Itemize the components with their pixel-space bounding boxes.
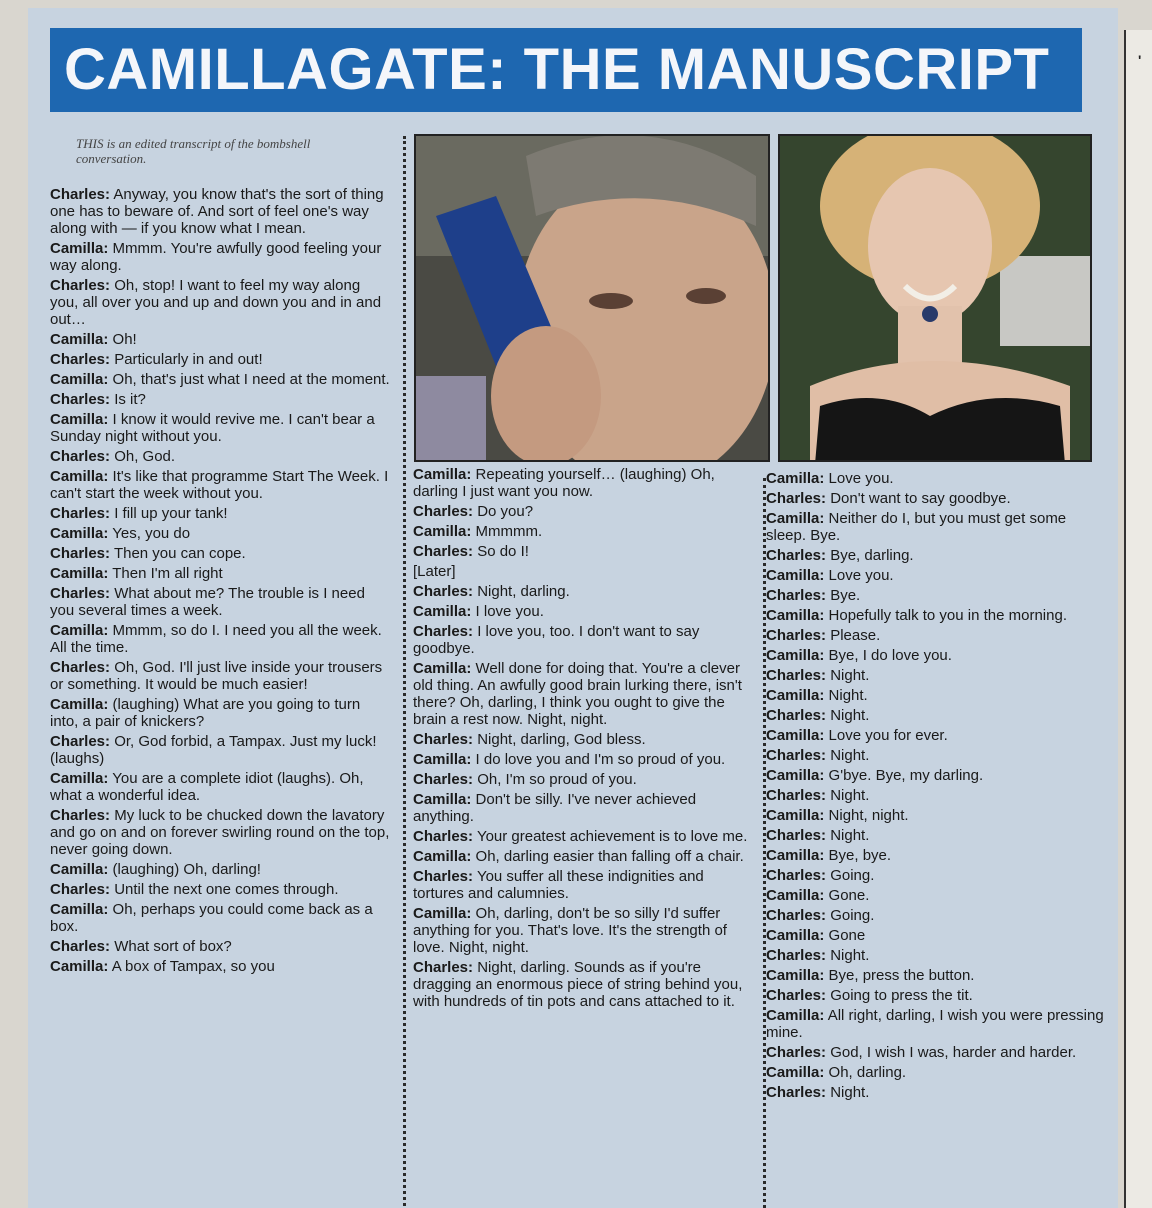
speaker-name: Charles: — [766, 1044, 827, 1061]
transcript-line — [766, 767, 1106, 784]
speaker-name: Camilla: — [413, 905, 472, 922]
speaker-name: Camilla: — [766, 687, 825, 704]
transcript-line — [766, 1044, 1106, 1061]
speech-text: Neither do I, but you must get some sleep. Bye. — [766, 510, 1067, 544]
transcript-line — [413, 563, 753, 580]
transcript-line — [766, 807, 1106, 824]
speaker-name: Camilla: — [50, 901, 109, 918]
speech-text: All right, darling, I wish you were pressing mine. — [766, 1007, 1104, 1041]
speaker-name: Charles: — [766, 787, 827, 804]
speech-text: Night, darling. — [477, 583, 570, 600]
transcript-line — [766, 927, 1106, 944]
transcript-line — [50, 505, 390, 522]
speech-text: Don't be silly. I've never achieved anything. — [413, 791, 697, 825]
transcript-line — [50, 861, 390, 878]
speech-text: Night. — [830, 827, 870, 844]
speech-text: Mmmm. You're awfully good feeling your way along. — [50, 240, 382, 274]
speaker-name: Charles: — [50, 938, 111, 955]
transcript-line — [50, 277, 390, 328]
transcript-line — [413, 503, 753, 520]
speaker-name: Charles: — [766, 627, 827, 644]
speech-text: Don't want to say goodbye. — [830, 490, 1011, 507]
speech-text: Gone. — [828, 887, 870, 904]
newspaper-page — [28, 8, 1118, 1208]
speaker-name: Camilla: — [50, 371, 109, 388]
speaker-name: Charles: — [413, 959, 474, 976]
speaker-name: Charles: — [50, 351, 111, 368]
speaker-name: Charles: — [766, 987, 827, 1004]
transcript-line — [50, 371, 390, 388]
transcript-line — [413, 660, 753, 728]
transcript-line — [766, 887, 1106, 904]
speaker-name: Camilla: — [766, 887, 825, 904]
transcript-line — [50, 958, 390, 975]
speech-text: Repeating yourself… (laughing) Oh, darling I just want you now. — [413, 466, 715, 500]
transcript-line — [50, 565, 390, 582]
speech-text: Oh, darling, don't be so silly I'd suffer anything for you. That's love. It's the strength of love. Night, night. — [413, 905, 727, 956]
transcript-line — [50, 770, 390, 804]
transcript-line — [766, 627, 1106, 644]
speaker-name: Charles: — [766, 667, 827, 684]
speaker-name: Camilla: — [766, 807, 825, 824]
speaker-name: Camilla: — [50, 240, 109, 257]
speech-text: So do I! — [477, 543, 529, 560]
speaker-name: Charles: — [50, 186, 111, 203]
transcript-line — [50, 938, 390, 955]
column-3-lines — [766, 470, 1106, 1101]
speaker-name: Charles: — [766, 747, 827, 764]
transcript-line — [766, 747, 1106, 764]
transcript-line — [766, 707, 1106, 724]
transcript-line — [413, 731, 753, 748]
transcript-line — [766, 1084, 1106, 1101]
speech-text: Anyway, you know that's the sort of thing one has to beware of. And sort of feel one's way along with — if you know what I mean. — [50, 186, 384, 237]
speaker-name: Camilla: — [766, 510, 825, 527]
transcript-line — [50, 448, 390, 465]
speaker-name: Camilla: — [766, 847, 825, 864]
speech-text: Then I'm all right — [112, 565, 223, 582]
transcript-line — [766, 727, 1106, 744]
speech-text: Then you can cope. — [113, 545, 246, 562]
speaker-name: Charles: — [766, 547, 827, 564]
transcript-line — [766, 907, 1106, 924]
transcript-line — [50, 585, 390, 619]
speaker-name: Camilla: — [413, 751, 472, 768]
transcript-line — [50, 881, 390, 898]
speech-text: Night. — [830, 947, 870, 964]
speaker-name: Charles: — [50, 807, 111, 824]
transcript-line — [766, 827, 1106, 844]
speech-text: Bye, I do love you. — [828, 647, 952, 664]
speaker-name: Camilla: — [50, 525, 109, 542]
speech-text: Mmmm, so do I. I need you all the week. All the time. — [50, 622, 382, 656]
speaker-name: Charles: — [766, 490, 827, 507]
speech-text: Bye, darling. — [830, 547, 914, 564]
speech-text: Oh, darling. — [828, 1064, 907, 1081]
transcript-line — [413, 771, 753, 788]
speech-text: Oh, God. I'll just live inside your trousers or something. It would be much easier! — [50, 659, 383, 693]
speaker-name: Charles: — [50, 733, 111, 750]
transcript-line — [413, 791, 753, 825]
speech-text: Well done for doing that. You're a clever old thing. An awfully good brain lurking there, isn't there? Oh, darling, I think you ought to give the brain a rest now. Night, night. — [413, 660, 742, 728]
speech-text: It's like that programme Start The Week. I can't start the week without you. — [50, 468, 389, 502]
adjacent-page-edge: ' — [1124, 30, 1152, 1208]
speech-text: G'bye. Bye, my darling. — [828, 767, 984, 784]
transcript-line — [766, 587, 1106, 604]
speaker-name: Camilla: — [766, 1064, 825, 1081]
photo-charles-on-phone — [414, 134, 770, 462]
speaker-name: Charles: — [413, 828, 474, 845]
speech-text: Bye, bye. — [828, 847, 892, 864]
speech-text: Particularly in and out! — [114, 351, 263, 368]
speaker-name: Charles: — [413, 731, 474, 748]
speech-text: Oh! — [112, 331, 137, 348]
transcript-line — [766, 687, 1106, 704]
speaker-name: Camilla: — [50, 770, 109, 787]
speech-text: Gone — [828, 927, 866, 944]
speech-text: Oh, that's just what I need at the moment. — [112, 371, 390, 388]
speech-text: Until the next one comes through. — [114, 881, 339, 898]
speaker-name: Charles: — [413, 543, 474, 560]
speaker-name: Camilla: — [50, 411, 109, 428]
speaker-name: Charles: — [413, 771, 474, 788]
speaker-name: Charles: — [50, 545, 111, 562]
speaker-name: Charles: — [50, 277, 111, 294]
speech-text: What sort of box? — [114, 938, 232, 955]
speech-text: Or, God forbid, a Tampax. Just my luck! (laughs) — [50, 733, 377, 767]
speaker-name: Charles: — [50, 585, 111, 602]
transcript-line — [50, 240, 390, 274]
speech-text: You are a complete idiot (laughs). Oh, what a wonderful idea. — [50, 770, 364, 804]
speaker-name: Charles: — [766, 827, 827, 844]
speaker-name: Camilla: — [413, 523, 472, 540]
speaker-name: Charles: — [50, 505, 111, 522]
transcript-line — [413, 868, 753, 902]
transcript-line — [50, 659, 390, 693]
speech-text: Oh, God. — [114, 448, 176, 465]
transcript-line — [766, 867, 1106, 884]
speaker-name: Charles: — [50, 659, 111, 676]
column-2 — [413, 466, 753, 1013]
speech-text: Yes, you do — [112, 525, 191, 542]
transcript-line — [50, 351, 390, 368]
speech-text: Night, darling, God bless. — [477, 731, 646, 748]
speech-text: Going. — [830, 867, 875, 884]
speaker-name: Camilla: — [50, 565, 109, 582]
speech-text: Night. — [828, 687, 868, 704]
transcript-line — [766, 647, 1106, 664]
speech-text: My luck to be chucked down the lavatory and go on and on forever swirling round on the top, never going down. — [50, 807, 390, 858]
transcript-line — [766, 1064, 1106, 1081]
speech-text: Love you. — [828, 567, 894, 584]
column-1-lines — [50, 186, 390, 975]
speech-text: Love you for ever. — [828, 727, 948, 744]
speaker-name: Camilla: — [766, 647, 825, 664]
speech-text: Oh, darling easier than falling off a chair. — [475, 848, 744, 865]
transcript-line — [766, 787, 1106, 804]
transcript-line — [50, 545, 390, 562]
speech-text: Night, darling. Sounds as if you're dragging an enormous piece of string behind you, with hundreds of tin pots and cans attached to it. — [413, 959, 743, 1010]
column-3 — [766, 470, 1106, 1104]
headline: CAMILLAGATE: THE MANUSCRIPT — [50, 28, 1082, 112]
speaker-name: Charles: — [50, 448, 111, 465]
speech-text: Night. — [830, 1084, 870, 1101]
speaker-name: Charles: — [766, 907, 827, 924]
speaker-name: Camilla: — [766, 927, 825, 944]
transcript-line — [766, 947, 1106, 964]
speaker-name: Charles: — [766, 1084, 827, 1101]
speaker-name: Camilla: — [50, 696, 109, 713]
speech-text: You suffer all these indignities and tortures and calumnies. — [413, 868, 704, 902]
speaker-name: Camilla: — [413, 660, 472, 677]
speech-text: I love you, too. I don't want to say goodbye. — [413, 623, 700, 657]
speaker-name: Camilla: — [413, 603, 472, 620]
transcript-line — [50, 696, 390, 730]
speaker-name: Camilla: — [413, 466, 472, 483]
speech-text: I know it would revive me. I can't bear a Sunday night without you. — [50, 411, 375, 445]
transcript-line — [50, 525, 390, 542]
speaker-name: Camilla: — [50, 861, 109, 878]
transcript-line — [766, 607, 1106, 624]
speech-text: Oh, perhaps you could come back as a box. — [50, 901, 373, 935]
speaker-name: Camilla: — [413, 791, 472, 808]
transcript-line — [766, 490, 1106, 507]
column-2-lines — [413, 466, 753, 1010]
transcript-line — [50, 186, 390, 237]
transcript-line — [766, 567, 1106, 584]
speaker-name: Camilla: — [413, 848, 472, 865]
transcript-line — [413, 828, 753, 845]
speech-text: Your greatest achievement is to love me. — [476, 828, 748, 845]
column-1 — [50, 136, 390, 978]
transcript-line — [413, 623, 753, 657]
transcript-line — [50, 733, 390, 767]
speaker-name: Camilla: — [766, 470, 825, 487]
transcript-line — [50, 411, 390, 445]
speech-text: Oh, stop! I want to feel my way along you, all over you and up and down you and in and out… — [50, 277, 382, 328]
speech-text: Do you? — [477, 503, 534, 520]
transcript-line — [413, 959, 753, 1010]
transcript-line — [413, 751, 753, 768]
speaker-name: Charles: — [766, 587, 827, 604]
speech-text: Night. — [830, 787, 870, 804]
speech-text: I fill up your tank! — [114, 505, 228, 522]
transcript-line — [50, 391, 390, 408]
speaker-name: Camilla: — [50, 331, 109, 348]
transcript-line — [50, 331, 390, 348]
speaker-name: Charles: — [413, 503, 474, 520]
speech-text: Is it? — [114, 391, 146, 408]
transcript-line — [766, 547, 1106, 564]
speaker-name: Camilla: — [766, 607, 825, 624]
speaker-name: Charles: — [413, 583, 474, 600]
transcript-line — [766, 667, 1106, 684]
transcript-line — [50, 468, 390, 502]
column-divider — [403, 136, 406, 1206]
speech-text: Night. — [830, 747, 870, 764]
speaker-name: Camilla: — [50, 622, 109, 639]
speaker-name: Camilla: — [766, 767, 825, 784]
transcript-line — [413, 523, 753, 540]
speaker-name: Camilla: — [766, 567, 825, 584]
speech-text: I do love you and I'm so proud of you. — [475, 751, 726, 768]
speech-text: Night. — [830, 707, 870, 724]
transcript-line — [413, 543, 753, 560]
speech-text: Bye, press the button. — [828, 967, 975, 984]
transcript-line — [413, 905, 753, 956]
speaker-name: Camilla: — [766, 1007, 825, 1024]
speech-text: God, I wish I was, harder and harder. — [830, 1044, 1077, 1061]
speech-text: Oh, I'm so proud of you. — [477, 771, 637, 788]
transcript-line — [413, 848, 753, 865]
transcript-line — [413, 603, 753, 620]
speech-text: A box of Tampax, so you — [111, 958, 275, 975]
speech-text: Bye. — [830, 587, 861, 604]
speaker-name: Camilla: — [766, 967, 825, 984]
speech-text: Night. — [830, 667, 870, 684]
speaker-name: Camilla: — [766, 727, 825, 744]
speaker-name: Camilla: — [50, 468, 109, 485]
transcript-line — [413, 583, 753, 600]
speech-text: Going to press the tit. — [830, 987, 973, 1004]
transcript-line — [766, 1007, 1106, 1041]
transcript-line — [766, 987, 1106, 1004]
transcript-line — [413, 466, 753, 500]
transcript-line — [766, 470, 1106, 487]
photo-camilla — [778, 134, 1092, 462]
speech-text: What about me? The trouble is I need you several times a week. — [50, 585, 365, 619]
speaker-name: Charles: — [50, 881, 111, 898]
speaker-name: Charles: — [50, 391, 111, 408]
speech-text: [Later] — [413, 563, 456, 580]
speaker-name: Charles: — [413, 623, 474, 640]
transcript-line — [766, 847, 1106, 864]
speech-text: Love you. — [828, 470, 894, 487]
speech-text: Hopefully talk to you in the morning. — [828, 607, 1067, 624]
speech-text: Night, night. — [828, 807, 909, 824]
speech-text: Please. — [830, 627, 881, 644]
speech-text: I love you. — [475, 603, 544, 620]
speech-text: (laughing) Oh, darling! — [112, 861, 261, 878]
speaker-name: Charles: — [766, 947, 827, 964]
transcript-line — [50, 807, 390, 858]
speaker-name: Camilla: — [50, 958, 109, 975]
transcript-line — [50, 901, 390, 935]
speaker-name: Charles: — [766, 707, 827, 724]
speech-text: Mmmmm. — [475, 523, 543, 540]
speaker-name: Charles: — [766, 867, 827, 884]
transcript-line — [50, 622, 390, 656]
intro-text: THIS is an edited transcript of the bombshell conversation. — [76, 136, 311, 166]
speech-text: Going. — [830, 907, 875, 924]
speech-text: (laughing) What are you going to turn into, a pair of knickers? — [50, 696, 361, 730]
transcript-line — [766, 967, 1106, 984]
speaker-name: Charles: — [413, 868, 474, 885]
transcript-line — [766, 510, 1106, 544]
